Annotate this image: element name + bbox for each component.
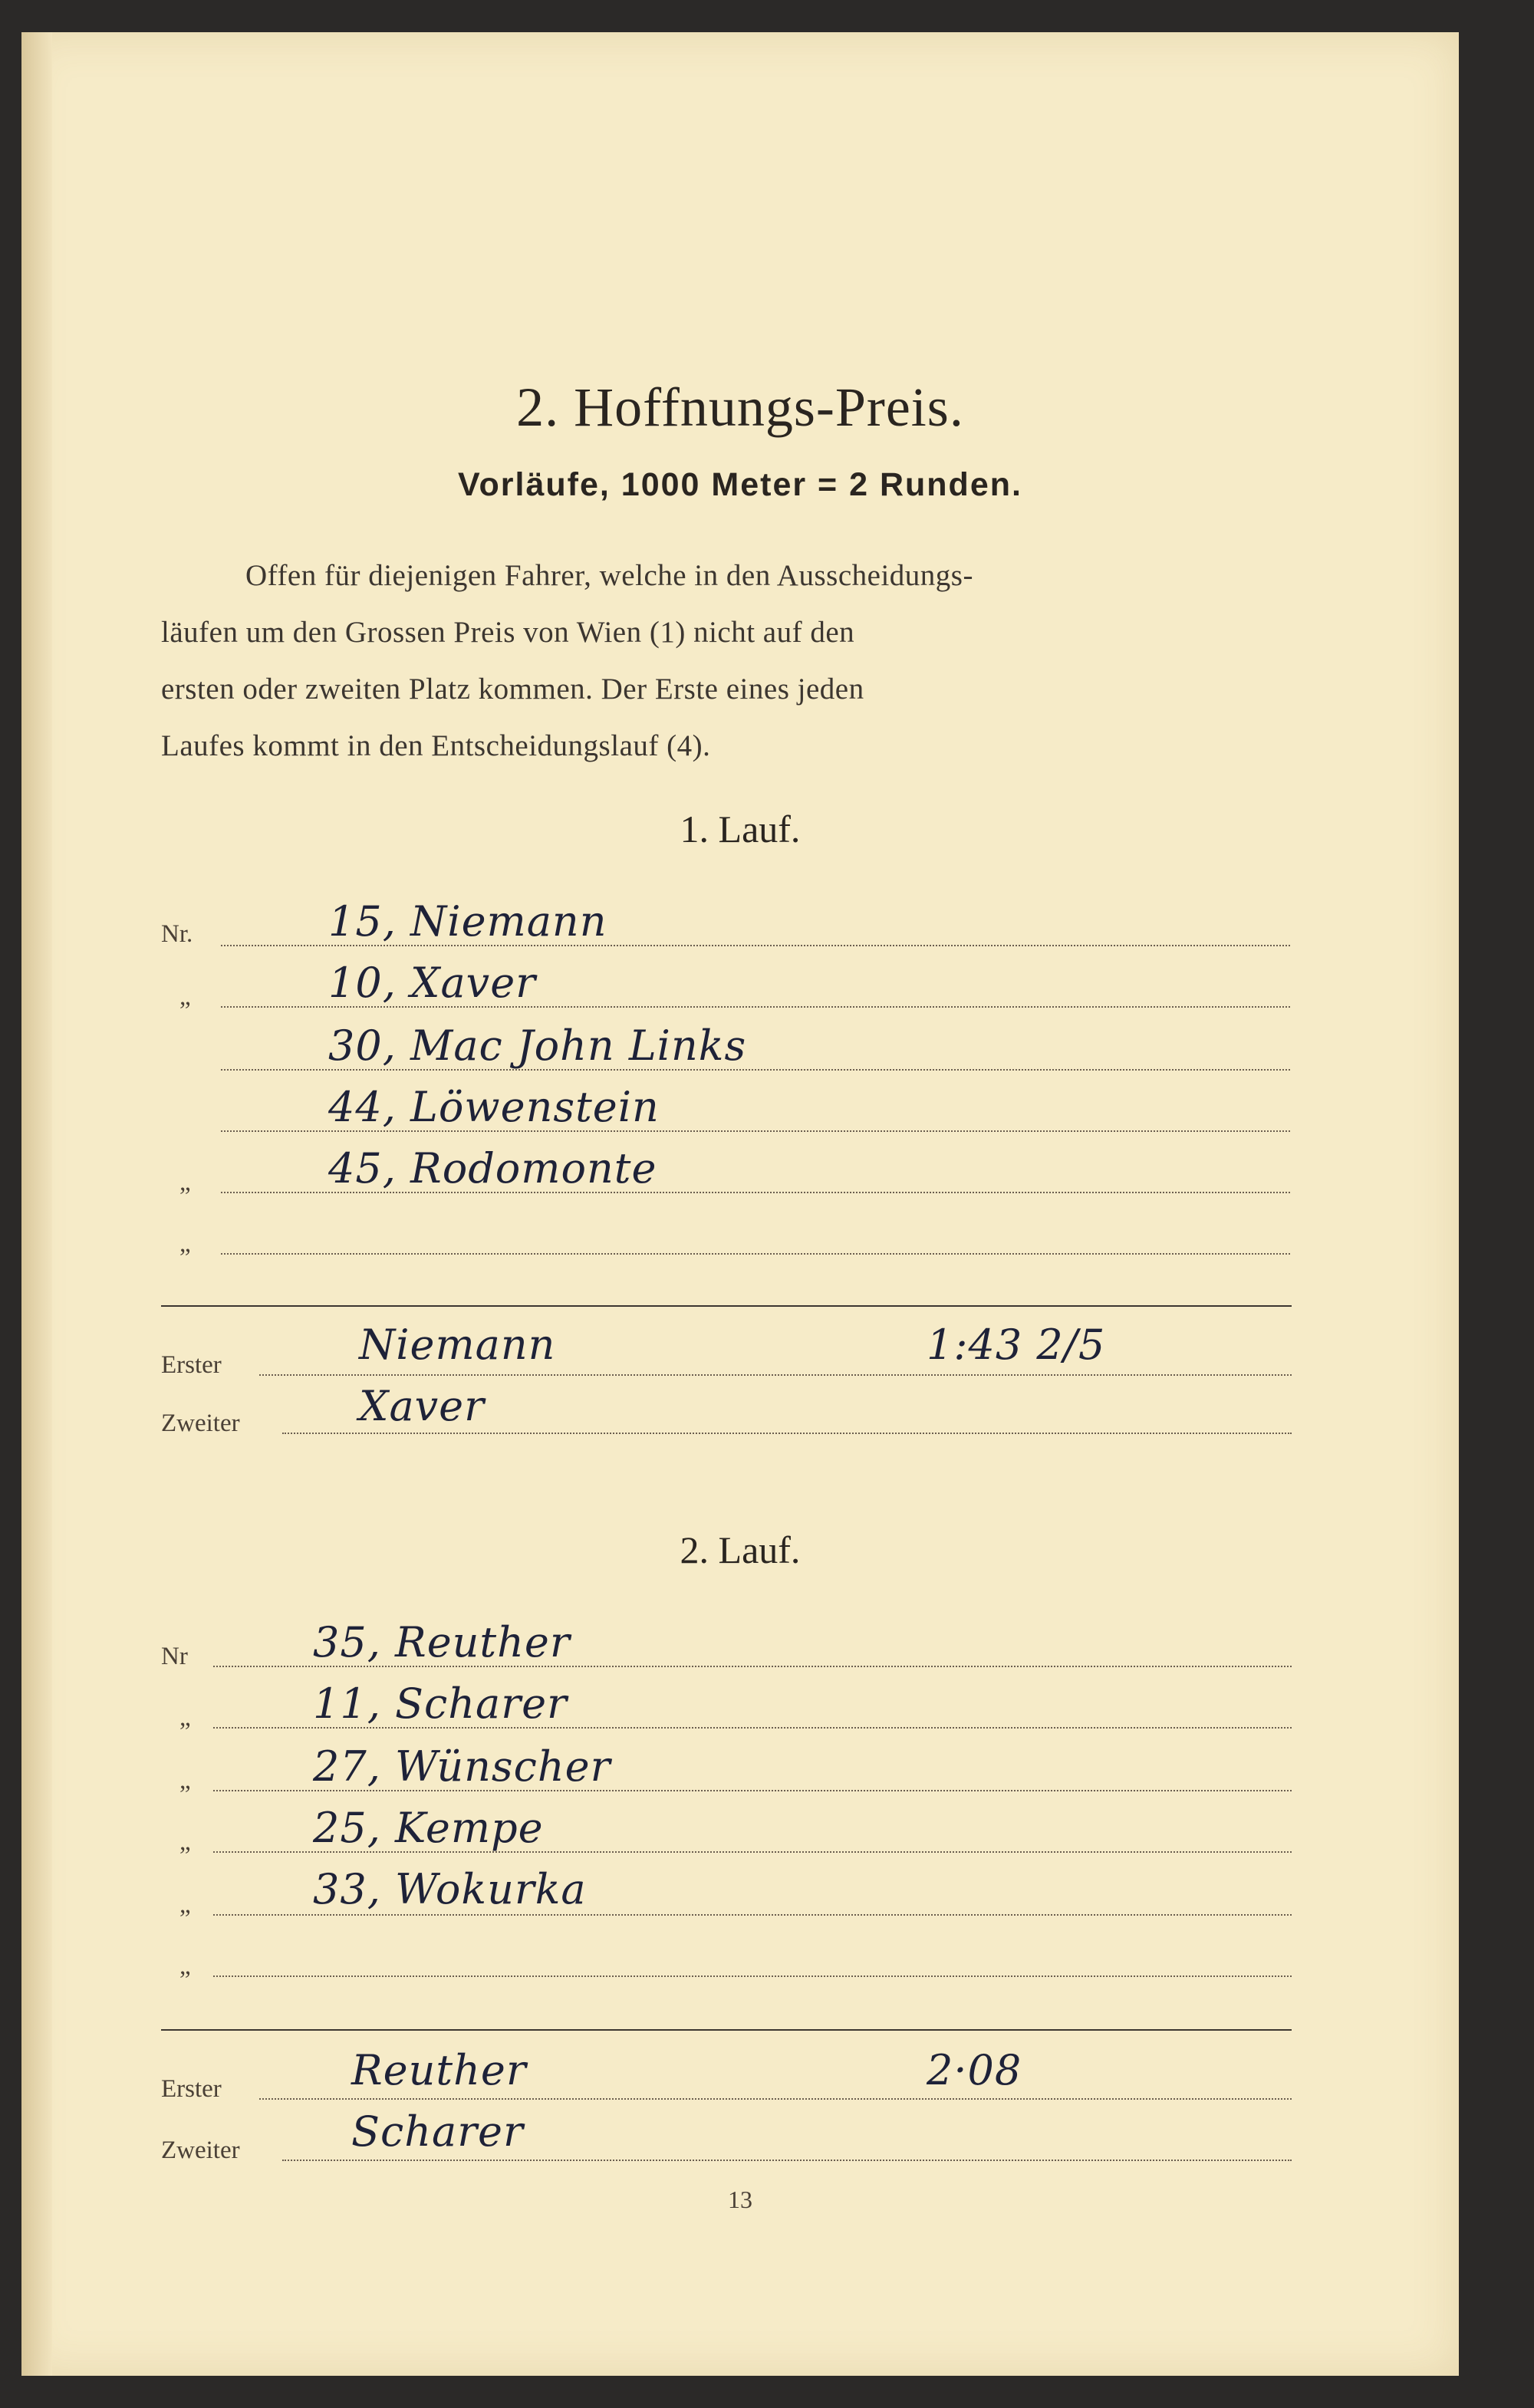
heat1-second-name: Xaver [359,1382,485,1430]
heat2-second-name: Scharer [351,2107,524,2156]
heat1-separator [161,1305,1292,1307]
intro-line: läufen um den Grossen Preis von Wien (1) nicht auf den [161,616,855,649]
heat2-second-label: Zweiter [161,2137,240,2164]
heat1-first-time: 1:43 2/5 [927,1321,1106,1369]
heat2-entry-value: 25, Kempe [313,1804,544,1852]
heat1-first-line [259,1374,1292,1376]
book-page [21,32,1459,2376]
heat2-entry-label: Nr [161,1643,188,1670]
heat2-second-line [282,2160,1292,2161]
heat1-entry-label: „ [179,983,191,1011]
heat2-entry-label: „ [179,1891,191,1919]
heat1-entry-value: 45, Rodomonte [328,1144,657,1192]
heat2-entry-value: 11, Scharer [313,1679,568,1728]
heat2-first-name: Reuther [351,2046,527,2094]
intro-line: Laufes kommt in den Entscheidungslauf (4). [161,729,711,762]
heat2-first-time: 2·08 [927,2046,1022,2094]
heat1-entry-value: 10, Xaver [328,959,536,1007]
intro-line: ersten oder zweiten Platz kommen. Der Erste eines jeden [161,673,864,706]
heat1-entry-value: 44, Löwenstein [328,1083,660,1131]
heat1-entry-value: 15, Niemann [328,897,607,946]
heat1-second-label: Zweiter [161,1410,240,1437]
heat1-entry-label: Nr. [161,920,193,948]
heat2-heading: 2. Lauf. [680,1528,801,1571]
intro-paragraph [161,548,1292,775]
heat1-first-name: Niemann [359,1321,556,1369]
heat2-entry-line [213,1975,1292,1977]
heat2-entry-label: „ [179,1952,191,1980]
heat1-second-line [282,1433,1292,1434]
heat2-entry-value: 33, Wokurka [313,1865,587,1913]
heat1-entry-label: „ [179,1230,191,1258]
heat2-entry-label: „ [179,1767,191,1794]
heat2-entry-label: „ [179,1828,191,1856]
heat2-entry-label: „ [179,1704,191,1732]
heat2-first-label: Erster [161,2075,222,2103]
heat2-first-line [259,2098,1292,2100]
page-number: 13 [728,2186,752,2213]
heat1-entry-line [221,1253,1290,1255]
heat1-entry-value: 30, Mac John Links [328,1021,747,1070]
heat1-entry-label: „ [179,1169,191,1196]
page-title: 2. Hoffnungs-Preis. [516,377,964,438]
page-subtitle: Vorläufe, 1000 Meter = 2 Runden. [458,466,1022,503]
intro-line: Offen für diejenigen Fahrer, welche in den Ausscheidungs- [245,559,973,592]
heat2-entry-value: 27, Wünscher [313,1742,611,1791]
heat2-entry-line [213,1914,1292,1916]
heat2-separator [161,2029,1292,2031]
heat1-first-label: Erster [161,1351,222,1379]
heat2-entry-value: 35, Reuther [313,1618,571,1666]
heat1-heading: 1. Lauf. [680,808,801,850]
